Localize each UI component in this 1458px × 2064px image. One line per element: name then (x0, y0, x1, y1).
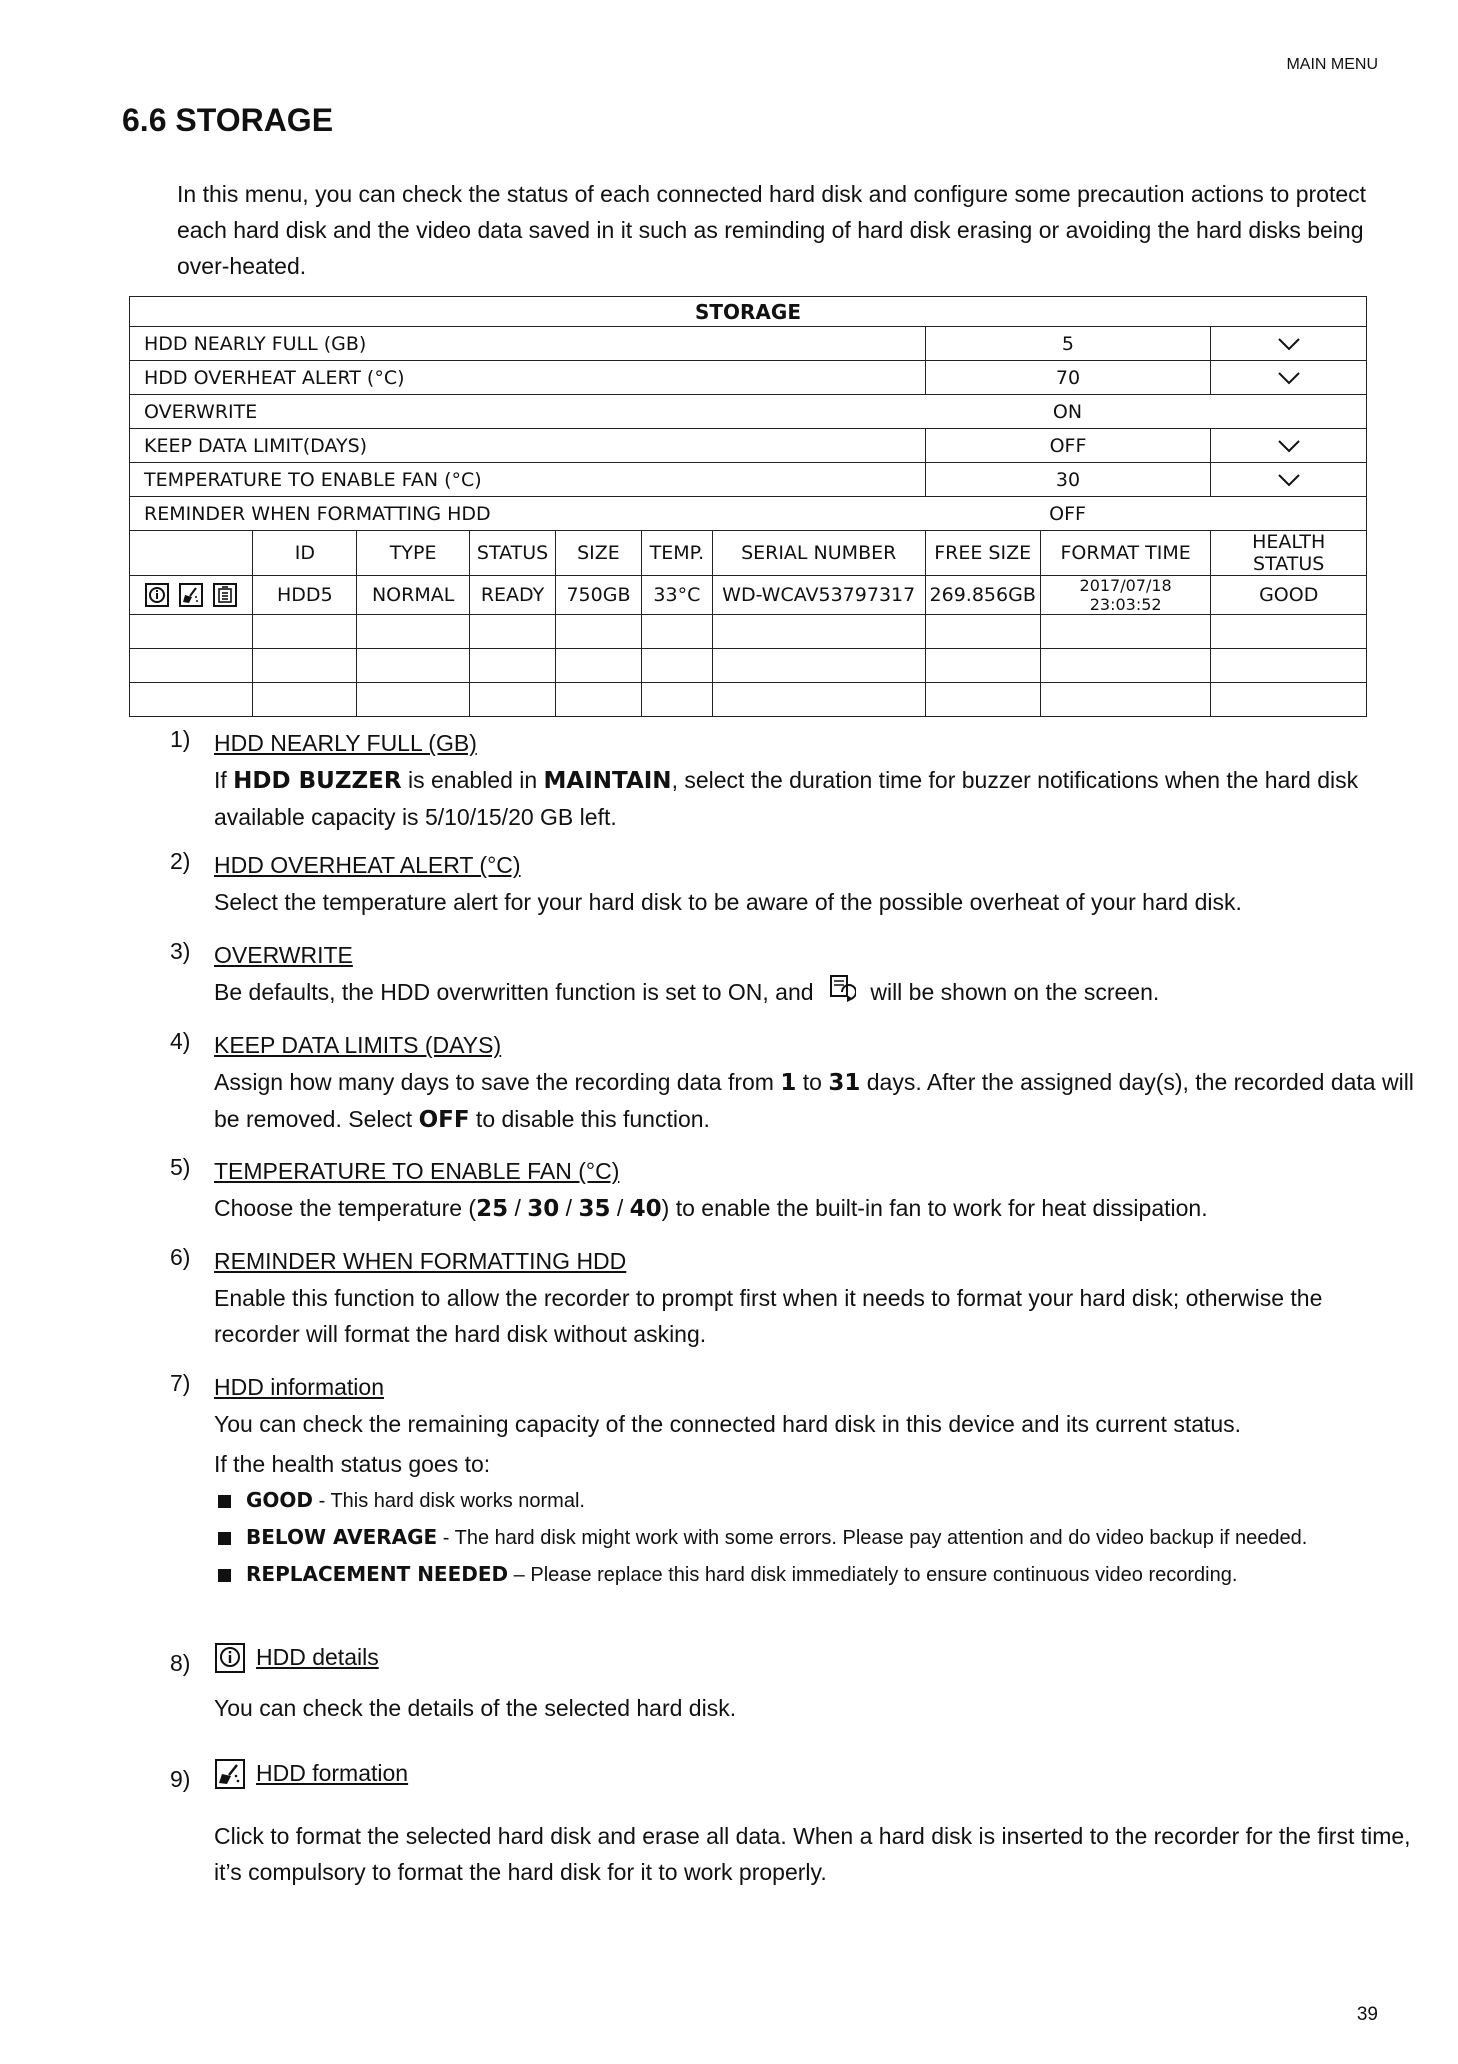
list-item (170, 1154, 1414, 1227)
column-header: TYPE (357, 531, 470, 576)
cell-health: GOOD (1211, 576, 1367, 615)
setting-value: OFF (925, 429, 1211, 463)
row-actions (130, 576, 253, 615)
item-number: 7) (170, 1370, 191, 1396)
dropdown-arrow[interactable] (1211, 327, 1367, 361)
item-text: Assign how many days to save the recording data from 1 to 31 days. After the assigned day(s), the recorded data will be removed. Select OFF to disable this function. (214, 1069, 1414, 1133)
cell-id: HDD5 (253, 576, 357, 615)
item-heading: HDD details (256, 1644, 379, 1670)
cell-serial: WD-WCAV53797317 (712, 576, 925, 615)
column-header: TEMP. (641, 531, 712, 576)
list-item (170, 848, 1414, 920)
list-item (170, 726, 1414, 835)
dropdown-arrow[interactable] (1211, 361, 1367, 395)
item-heading: HDD information (214, 1374, 384, 1400)
item-heading: HDD formation (256, 1760, 409, 1786)
setting-label: HDD OVERHEAT ALERT (°C) (130, 361, 926, 395)
item-text: If HDD BUZZER is enabled in MAINTAIN, select the duration time for buzzer notifications when the hard disk available capacity is 5/10/15/20 GB left. (214, 767, 1359, 830)
item-heading: HDD OVERHEAT ALERT (°C) (214, 852, 521, 878)
item-number: 8) (170, 1650, 191, 1676)
setting-row-keep-data-limit (130, 429, 1367, 463)
list-item (170, 1756, 1414, 1890)
setting-value[interactable]: ON (925, 395, 1366, 429)
page-number: 39 (1356, 2004, 1378, 2025)
table-row-empty (130, 683, 1367, 717)
chevron-down-icon (1277, 439, 1301, 453)
setting-label: REMINDER WHEN FORMATTING HDD (130, 497, 926, 531)
item-number: 6) (170, 1244, 191, 1270)
column-header: FREE SIZE (925, 531, 1040, 576)
setting-value: 70 (925, 361, 1211, 395)
setting-label: OVERWRITE (130, 395, 926, 429)
format-broom-icon (214, 1758, 246, 1790)
setting-row-overwrite (130, 395, 1367, 429)
item-number: 3) (170, 938, 191, 964)
setting-value: 5 (925, 327, 1211, 361)
cell-status: READY (470, 576, 556, 615)
column-header: ID (253, 531, 357, 576)
health-status-list (214, 1482, 1414, 1593)
item-text: Choose the temperature (25 / 30 / 35 / 40) to enable the built-in fan to work for heat dissipation. (214, 1195, 1208, 1222)
setting-row-hdd-overheat-alert (130, 361, 1367, 395)
item-number: 5) (170, 1154, 191, 1180)
setting-label: KEEP DATA LIMIT(DAYS) (130, 429, 926, 463)
cell-size: 750GB (556, 576, 642, 615)
list-item (170, 1028, 1414, 1138)
list-item: BELOW AVERAGE - The hard disk might work with some errors. Please pay attention and do video backup if needed. (214, 1519, 1414, 1556)
setting-label: TEMPERATURE TO ENABLE FAN (°C) (130, 463, 926, 497)
setting-row-reminder-formatting (130, 497, 1367, 531)
list-item (170, 1244, 1414, 1352)
table-row (130, 576, 1367, 615)
table-caption: STORAGE (130, 297, 1367, 327)
table-row-empty (130, 615, 1367, 649)
list-item: GOOD - This hard disk works normal. (214, 1482, 1414, 1519)
chevron-down-icon (1277, 371, 1301, 385)
intro-paragraph: In this menu, you can check the status of each connected hard disk and configure some precaution actions to protect each hard disk and the video data saved in it such as reminding of hard disk erasing or avoiding the hard disks being over-heated. (177, 181, 1367, 279)
list-item (170, 938, 1414, 1010)
item-text: Click to format the selected hard disk and erase all data. When a hard disk is inserted to the recorder for the first time, it’s compulsory to format the hard disk for it to work properly. (214, 1823, 1411, 1885)
item-number: 2) (170, 848, 191, 874)
item-number: 1) (170, 726, 191, 752)
info-icon[interactable] (145, 583, 169, 607)
storage-table (129, 296, 1367, 717)
item-text: Select the temperature alert for your hard disk to be aware of the possible overheat of your hard disk. (214, 889, 1242, 915)
column-header: FORMAT TIME (1040, 531, 1211, 576)
item-heading: HDD NEARLY FULL (GB) (214, 730, 477, 756)
column-header: SERIAL NUMBER (712, 531, 925, 576)
item-text: You can check the remaining capacity of the connected hard disk in this device and its current status. (214, 1411, 1242, 1437)
cell-format-time: 2017/07/18 23:03:52 (1040, 576, 1211, 615)
column-header-actions (130, 531, 253, 576)
page-title: 6.6 STORAGE (122, 102, 334, 138)
item-text: You can check the details of the selected hard disk. (214, 1695, 737, 1721)
item-text: Enable this function to allow the recorder to prompt first when it needs to format your hard disk; otherwise the recorder will format the hard disk without asking. (214, 1285, 1323, 1347)
list-icon[interactable] (213, 583, 237, 607)
list-item (170, 1370, 1414, 1593)
table-row-empty (130, 649, 1367, 683)
cell-temp: 33°C (641, 576, 712, 615)
format-broom-icon[interactable] (179, 583, 203, 607)
setting-row-hdd-nearly-full (130, 327, 1367, 361)
setting-value: 30 (925, 463, 1211, 497)
item-heading: KEEP DATA LIMITS (DAYS) (214, 1032, 502, 1058)
chevron-down-icon (1277, 337, 1301, 351)
setting-label: HDD NEARLY FULL (GB) (130, 327, 926, 361)
column-header: STATUS (470, 531, 556, 576)
running-header: MAIN MENU (1286, 56, 1378, 73)
list-item (170, 1640, 1414, 1726)
setting-value[interactable]: OFF (925, 497, 1366, 531)
list-item: REPLACEMENT NEEDED – Please replace this hard disk immediately to ensure continuous video recording. (214, 1556, 1414, 1593)
cell-free-size: 269.856GB (925, 576, 1040, 615)
column-header: HEALTH STATUS (1211, 531, 1367, 576)
item-number: 9) (170, 1766, 191, 1792)
item-heading: TEMPERATURE TO ENABLE FAN (°C) (214, 1158, 620, 1184)
item-heading: REMINDER WHEN FORMATTING HDD (214, 1248, 627, 1274)
setting-row-temperature-fan (130, 463, 1367, 497)
hdd-table-header (130, 531, 1367, 576)
overwrite-icon (828, 974, 856, 1004)
item-heading: OVERWRITE (214, 942, 353, 968)
chevron-down-icon (1277, 473, 1301, 487)
column-header: SIZE (556, 531, 642, 576)
item-number: 4) (170, 1028, 191, 1054)
info-icon (214, 1642, 246, 1674)
item-text: Be defaults, the HDD overwritten function is set to ON, and will be shown on the screen. (214, 974, 1414, 1010)
dropdown-arrow[interactable] (1211, 429, 1367, 463)
cell-type: NORMAL (357, 576, 470, 615)
dropdown-arrow[interactable] (1211, 463, 1367, 497)
item-text-2: If the health status goes to: (214, 1451, 491, 1477)
